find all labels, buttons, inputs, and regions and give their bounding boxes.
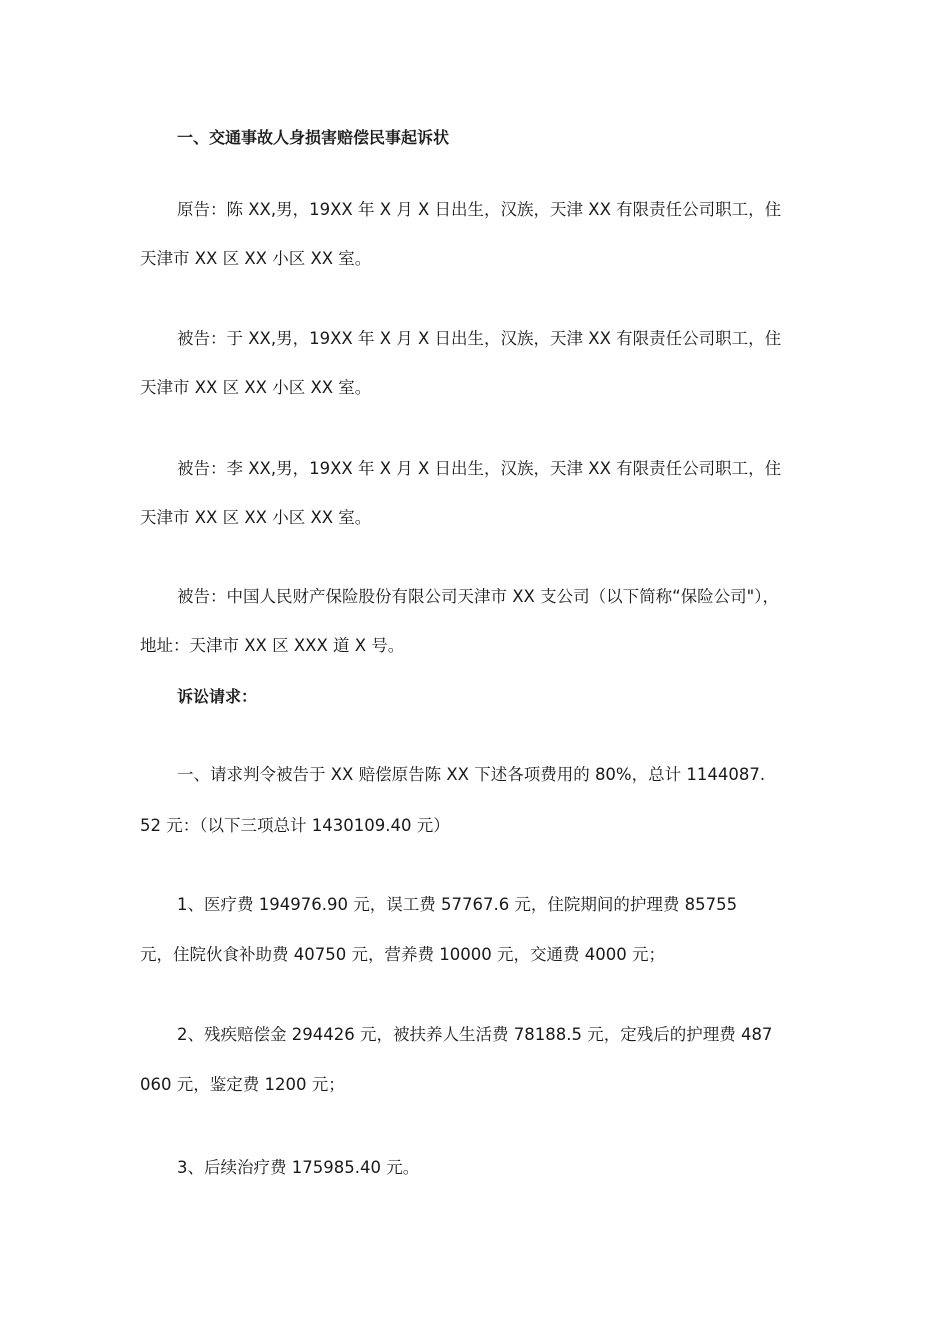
item-3-line-1: 3、后续治疗费 175985.40 元。 [177, 1158, 420, 1177]
claims-heading: 诉讼请求： [177, 687, 258, 706]
claim-1-line-1: 一、请求判令被告于 XX 赔偿原告陈 XX 下述各项费用的 80%，总计 1144087. [177, 765, 766, 784]
claim-1-line-2: 52 元：（以下三项总计 1430109.40 元） [140, 816, 450, 835]
item-2-line-1: 2、残疾赔偿金 294426 元，被扶养人生活费 78188.5 元，定残后的护理费 487 [177, 1025, 773, 1044]
defendant-2-line-1: 被告：李 XX,男，19XX 年 X 月 X 日出生，汉族，天津 XX 有限责任公司职工，住 [177, 459, 782, 478]
item-1-line-1: 1、医疗费 194976.90 元，误工费 57767.6 元，住院期间的护理费 85755 [177, 895, 738, 914]
plaintiff-line-1: 原告：陈 XX,男，19XX 年 X 月 X 日出生，汉族，天津 XX 有限责任公司职工，住 [177, 200, 782, 219]
item-2-line-2: 060 元，鉴定费 1200 元； [140, 1075, 345, 1094]
defendant-1-line-1: 被告：于 XX,男，19XX 年 X 月 X 日出生，汉族，天津 XX 有限责任公司职工，住 [177, 329, 782, 348]
defendant-3-line-1: 被告：中国人民财产保险股份有限公司天津市 XX 支公司（以下简称“保险公司"）， [177, 587, 779, 606]
document-title: 一、交通事故人身损害赔偿民事起诉状 [177, 128, 450, 147]
item-1-line-2: 元，住院伙食补助费 40750 元，营养费 10000 元，交通费 4000 元； [140, 945, 665, 964]
defendant-3-line-2: 地址：天津市 XX 区 XXX 道 X 号。 [140, 636, 405, 655]
defendant-2-line-2: 天津市 XX 区 XX 小区 XX 室。 [140, 508, 372, 527]
plaintiff-line-2: 天津市 XX 区 XX 小区 XX 室。 [140, 249, 372, 268]
defendant-1-line-2: 天津市 XX 区 XX 小区 XX 室。 [140, 378, 372, 397]
